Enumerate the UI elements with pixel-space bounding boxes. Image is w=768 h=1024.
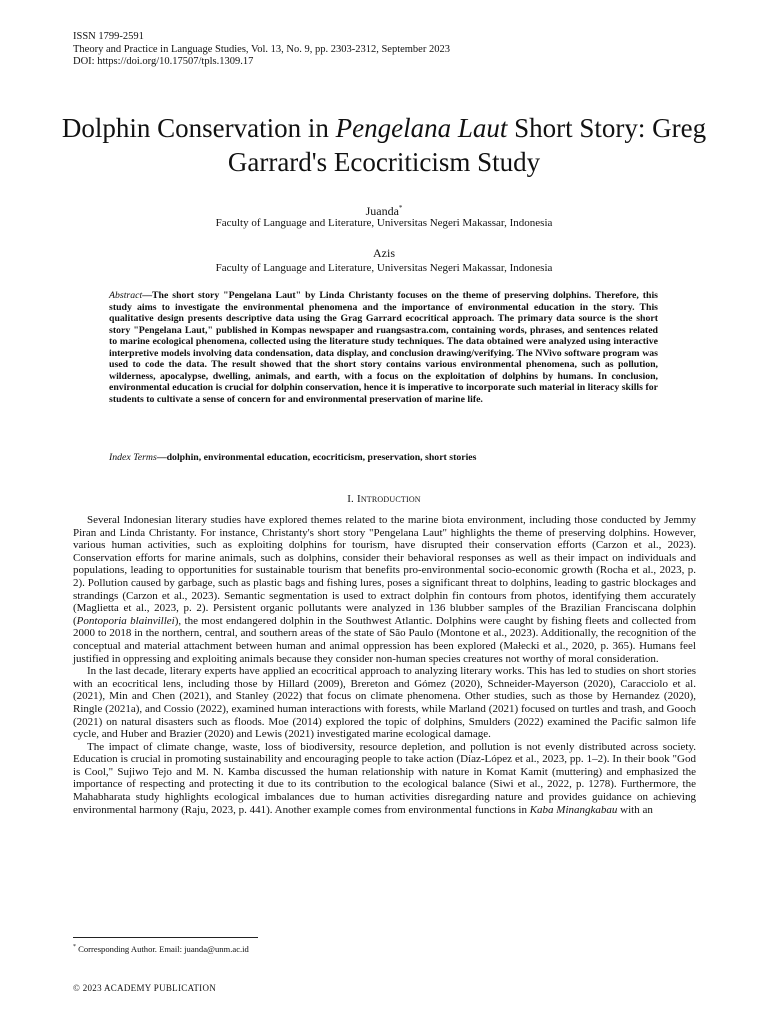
paragraph-3-italic: Kaba Minangkabau — [529, 803, 618, 816]
copyright-notice: © 2023 ACADEMY PUBLICATION — [73, 983, 217, 993]
index-terms — [109, 452, 669, 464]
author-2-affiliation: Faculty of Language and Literature, Universitas Negeri Makassar, Indonesia — [215, 262, 553, 274]
paragraph-1 — [73, 514, 696, 665]
journal-citation: Theory and Practice in Language Studies, Vol. 13, No. 9, pp. 2303-2312, September 2023 — [73, 43, 450, 55]
author-1-name: Juanda — [365, 204, 399, 218]
title-part-2: Short Story: Greg Garrard's Ecocriticism Study — [227, 113, 707, 177]
title-part-1: Dolphin Conservation in — [61, 113, 336, 143]
author-2-name: Azis — [373, 246, 395, 260]
author-2 — [0, 246, 768, 260]
paragraph-1-text-b: ), the most endangered dolphin in the Southwest Atlantic. Dolphins were caught by fishing fleets and collected from 2000 to 2018 in the northern, central, and southern areas of the state of São Paulo (Montone et al., 2023). Additionally, the recognition of the conceptual and material attachment between human and animal oppression has been explored (Małecki et al., 2020, p. 365). Humans feel justified in oppressing and exploiting animals because they consider non-human species creatures not worthy of moral consideration. — [73, 614, 697, 665]
author-1-affiliation: Faculty of Language and Literature, Universitas Negeri Makassar, Indonesia — [215, 217, 553, 229]
author-1 — [0, 201, 768, 218]
body-text — [73, 514, 696, 816]
paragraph-1-text-a: Several Indonesian literary studies have explored themes related to the marine biota environment, including those conducted by Jemmy Piran and Linda Christanty. For instance, Christanty's short story "Pengelana Laut" highlights the theme of preserving dolphins. However, various human activities, such as exploiting dolphins for tourism, have disrupted their conservation efforts (Carzon et al., 2023). Conservation efforts for marine animals, such as dolphins, consider their behavioral responses as well as their impact on individuals and populations, leading to opportunities for sustainable tourism that benefits pro-environmental socio-economic growth (Rocha et al., 2023, p. 2). Pollution caused by garbage, such as plastic bags and fishing lures, poses a significant threat to dolphins, leading to gastric blockages and strandings (Carzon et al., 2023). Semantic segmentation is used to extract dolphin fin contours from photos, identifying them accurately (Maglietta et al., 2023, p. 2). Persistent organic pollutants were analyzed in 136 blubber samples of the Brazilian Franciscana dolphin ( — [73, 514, 696, 627]
paragraph-2: In the last decade, literary experts have applied an ecocritical approach to analyzing literary works. This has led to studies on short stories with an ecocritical lens, including those by Hillard (2009), Brereton and Gómez (2020), Schneider-Mayerson (2020), Caracciolo et al. (2021), Min and Chen (2021), and Stanley (2022) that focus on climate phenomena. Other studies, such as those by Hernandez (2020), Ringle (2021a), and Cossio (2022), examined human interactions with forests, while Marland (2021) focused on turtles and trash, and Gooch (2021) on natural disasters such as floods. Moe (2014) explored the topic of dolphins, Smulders (2022) examined the Pacific salmon life cycle, and Huber and Brazier (2020) and Lewis (2021) investigated marine ecological damage. — [73, 665, 696, 741]
abstract-text: —The short story "Pengelana Laut" by Linda Christanty focuses on the theme of preserving dolphins. Therefore, this study aims to investigate the environmental phenomena and the importance of environmental education in the story. This qualitative design presents descriptive data using the Grag Garrard ecocritical approach. The primary data source is the short story "Pengelana Laut," published in Kompas newspaper and ruangsastra.com, containing words, phrases, and sentences related to marine ecological phenomena, collected using the literature study techniques. The data obtained were analyzed using interactive interpretive models involving data condensation, data display, and conclusion drawing/verifying. The NVivo software program was used to code the data. The result showed that the short story contains various environmental phenomena, such as pollution, wilderness, apocalypse, dwelling, animals, and earth, with a focus on the exploitation of dolphins by humans. In conclusion, environmental education is crucial for dolphin conservation, hence it is imperative to incorporate such material in literacy skills for students to cultivate a sense of concern for and environmental preservation of marine life. — [109, 290, 658, 405]
author-1-footnote-mark: * — [398, 204, 403, 212]
paragraph-3-text-a: The impact of climate change, waste, loss of biodiversity, resource depletion, and pollution is not evenly distributed across society. Education is crucial in promoting sustainability and encouraging people to take action (Díaz-López et al., 2023, pp. 1–2). In their book "God is Cool," Sujiwo Tejo and M. N. Kamba discussed the human relationship with nature in Komat Kamit (muttering) and emphasized the importance of respecting and protecting it due to its contribution to the ecological balance (Siwi et al., 2022, p. 1278). Furthermore, the Mahabharata study highlights ecological imbalances due to human activities disregarding nature and provides guidance on achieving environmental harmony (Raju, 2023, p. 441). Another example comes from environmental functions in — [73, 740, 696, 816]
doi-link[interactable]: DOI: https://doi.org/10.17507/tpls.1309.17 — [73, 56, 254, 67]
paragraph-3 — [73, 741, 696, 817]
issn: ISSN 1799-2591 — [73, 31, 144, 42]
footnote-text: Corresponding Author. Email: juanda@unm.ac.id — [76, 943, 249, 954]
index-terms-label: Index Terms — [109, 452, 157, 463]
section-heading — [0, 493, 768, 506]
index-terms-text: —dolphin, environmental education, ecocriticism, preservation, short stories — [156, 452, 477, 463]
paper-title — [40, 111, 728, 179]
title-italic: Pengelana Laut — [335, 113, 508, 143]
species-name: Pontoporia blainvillei — [76, 614, 175, 627]
section-number: I. — [347, 493, 357, 505]
journal-header — [73, 31, 450, 69]
footnote — [73, 942, 249, 955]
footnote-mark: * — [73, 944, 76, 950]
abstract-label: Abstract — [109, 290, 143, 301]
abstract — [109, 290, 658, 405]
footnote-divider — [73, 937, 258, 938]
paragraph-3-text-b: with an — [617, 803, 653, 816]
section-title: Introduction — [356, 493, 421, 505]
